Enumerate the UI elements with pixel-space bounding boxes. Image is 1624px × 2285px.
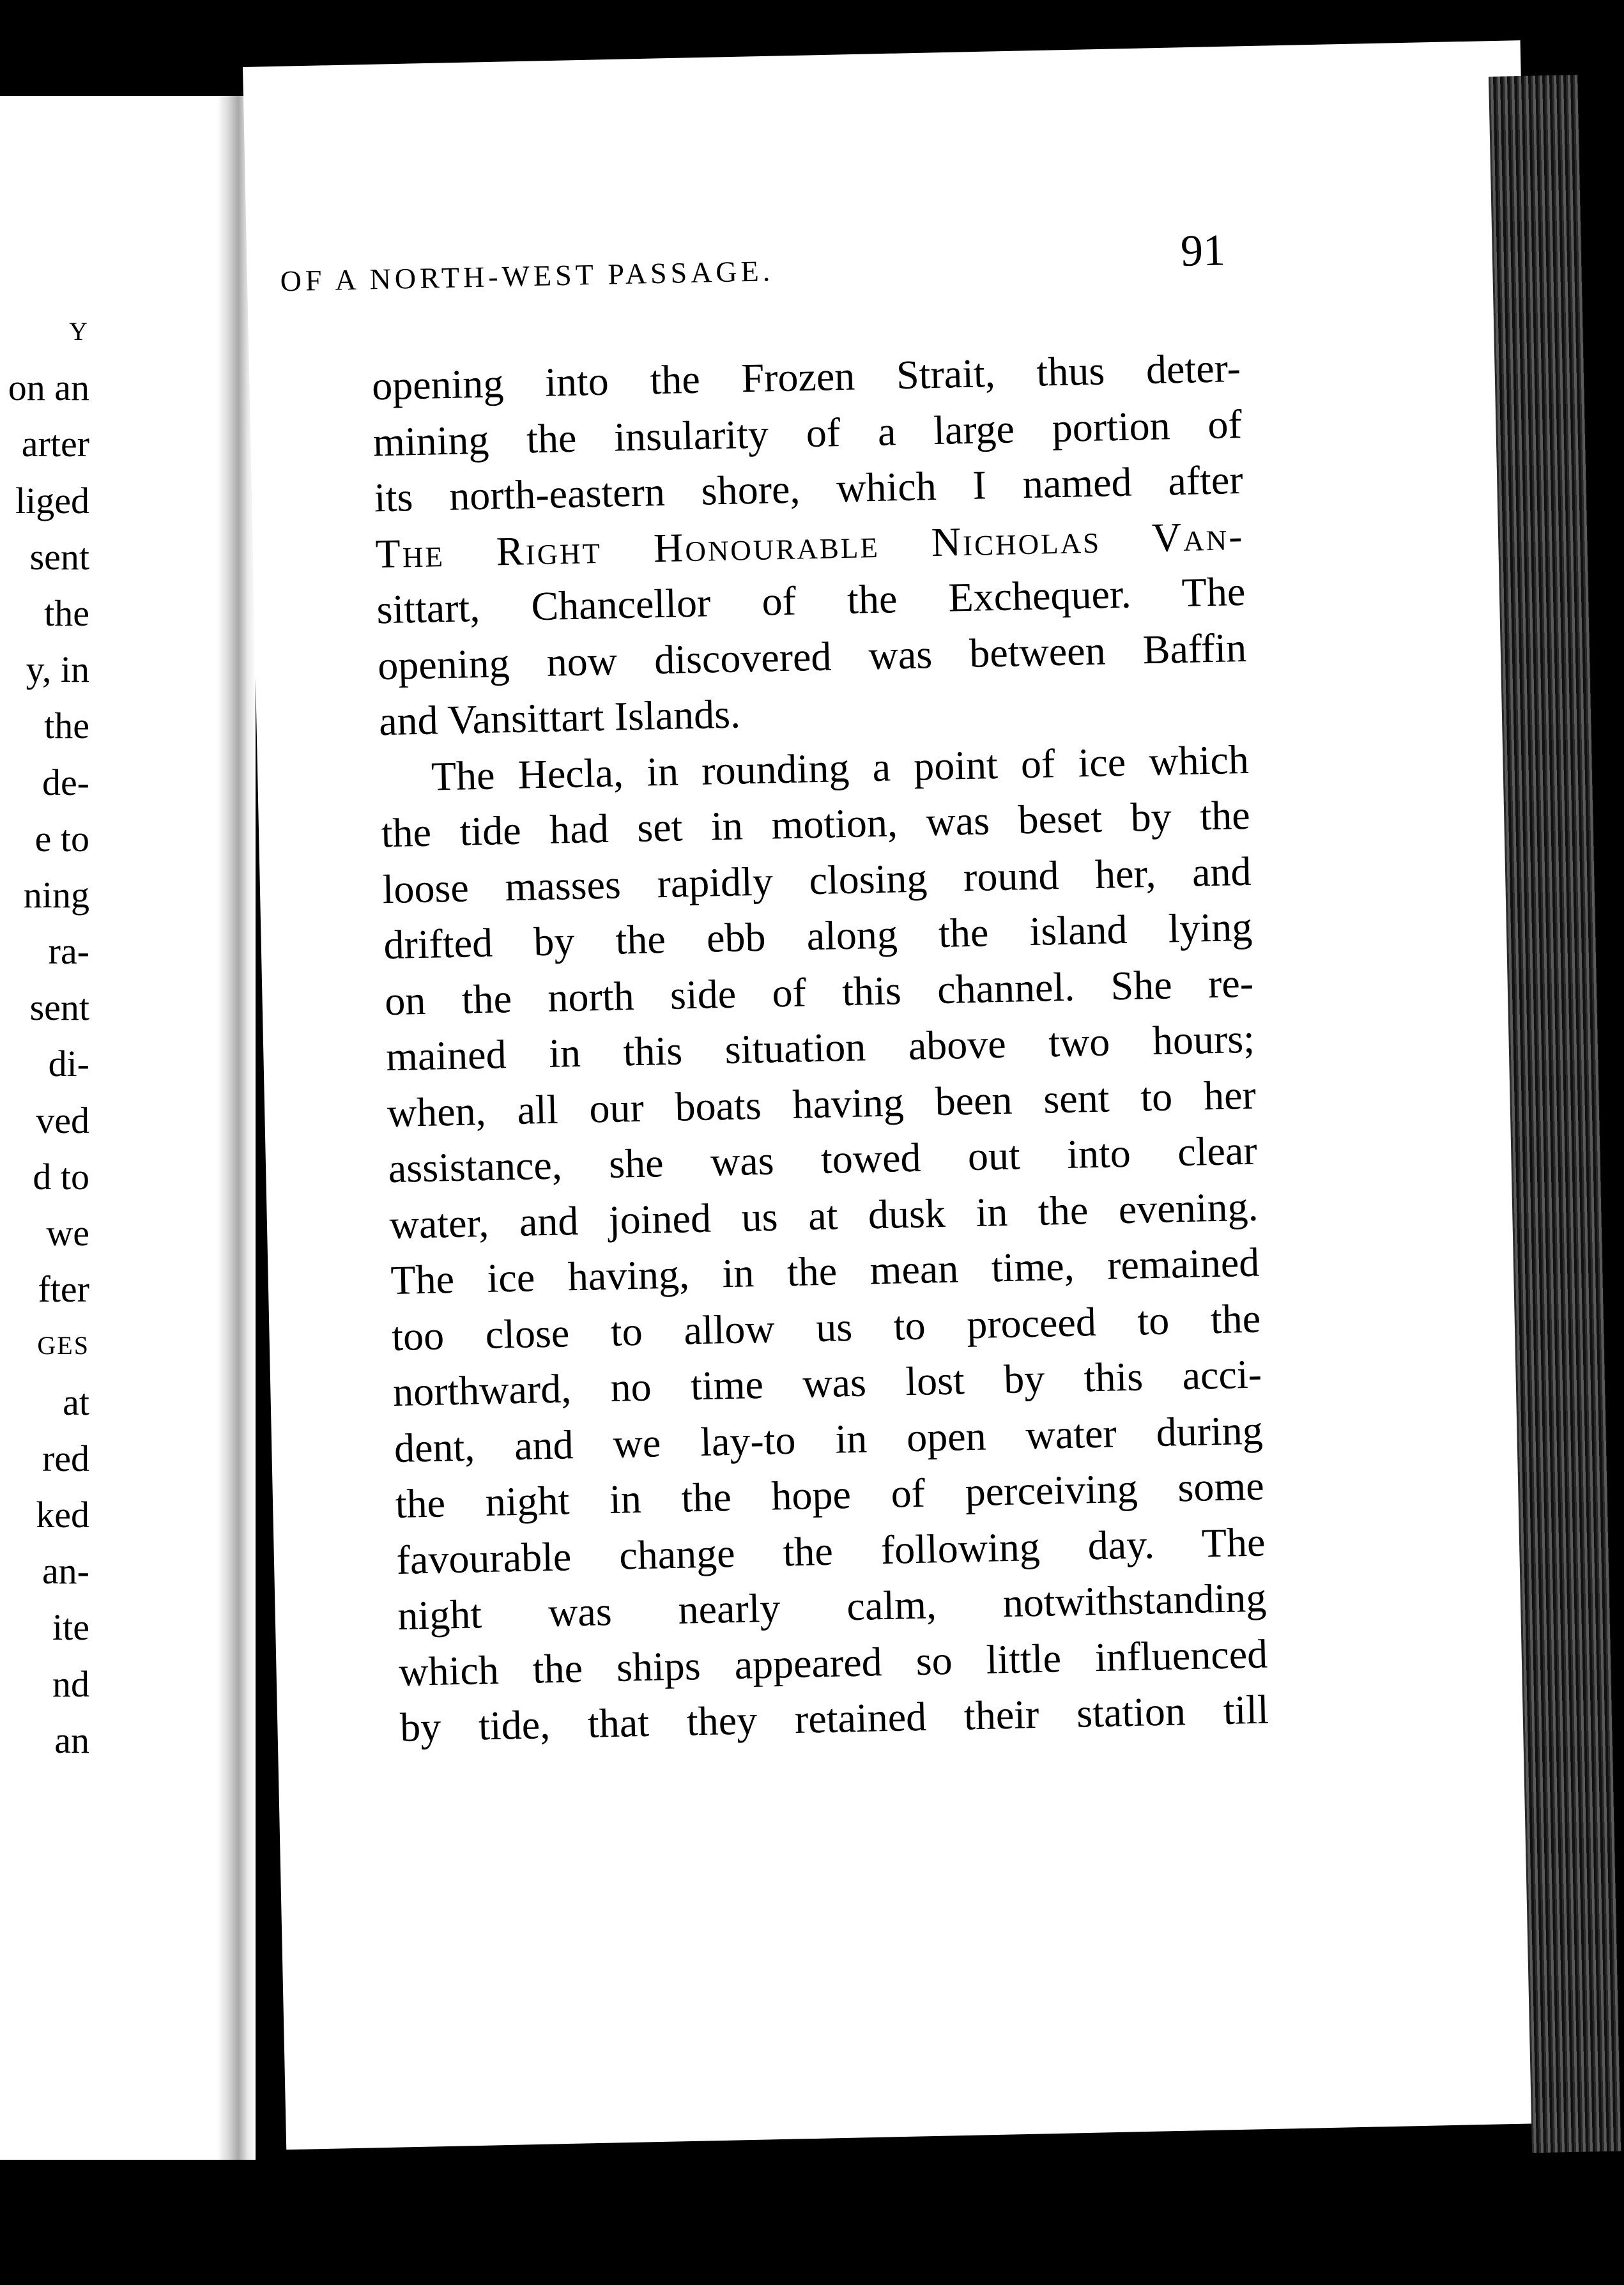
text-line: the tide had set in motion, was beset by the bbox=[381, 792, 1251, 856]
facing-page-line: ra- bbox=[48, 930, 89, 973]
text-line: drifted by the ebb along the island lying bbox=[383, 904, 1253, 968]
text-line: opening now discovered was between Baffin bbox=[377, 624, 1247, 688]
facing-page-line: red bbox=[42, 1437, 89, 1479]
text-line: mining the insularity of a large portion of bbox=[372, 401, 1243, 465]
text-line: when, all our boats having been sent to her bbox=[387, 1072, 1257, 1135]
text-line: on the north side of this channel. She re- bbox=[384, 960, 1254, 1024]
facing-page-line: di- bbox=[48, 1043, 89, 1085]
text-line: mained in this situation above two hours; bbox=[385, 1015, 1255, 1080]
text-line: sittart, Chancellor of the Exchequer. The bbox=[376, 568, 1246, 633]
facing-page-line: liged bbox=[15, 479, 89, 521]
facing-page-line: ite bbox=[52, 1606, 89, 1649]
facing-page-line: sent bbox=[29, 987, 89, 1029]
text-line: its north-eastern shore, which I named after bbox=[374, 456, 1244, 521]
facing-page-line: an- bbox=[42, 1550, 89, 1592]
text-line: northward, no time was lost by this acci- bbox=[392, 1351, 1262, 1415]
facing-page-line: ning bbox=[23, 873, 89, 916]
facing-page-line: y, in bbox=[26, 649, 89, 691]
running-header bbox=[279, 219, 1226, 309]
text-line: too close to allow us to proceed to the bbox=[391, 1295, 1261, 1359]
text-line: opening into the Frozen Strait, thus deter- bbox=[371, 344, 1241, 409]
small-caps-name: The Right Honourable Nicholas Van- bbox=[374, 512, 1245, 576]
facing-page-line: d to bbox=[33, 1155, 89, 1197]
text-line: assistance, she was towed out into clear bbox=[388, 1127, 1258, 1192]
text-line: and Vansittart Islands. bbox=[378, 691, 741, 744]
facing-page-line: ked bbox=[36, 1493, 89, 1535]
facing-page-line: the bbox=[44, 592, 89, 634]
text-line: the night in the hope of perceiving some bbox=[395, 1463, 1265, 1527]
facing-page-line: sent bbox=[29, 535, 89, 578]
text-line: by tide, that they retained their station till bbox=[399, 1686, 1269, 1750]
paragraph-start-line: The Hecla, in rounding a point of ice which bbox=[431, 736, 1250, 799]
text-line: which the ships appeared so little influenced bbox=[398, 1630, 1268, 1695]
text-line: night was nearly calm, notwithstanding bbox=[397, 1574, 1267, 1638]
facing-page-line: on an bbox=[8, 367, 89, 409]
text-line: water, and joined us at dusk in the evening. bbox=[388, 1183, 1259, 1247]
facing-page-line: Y bbox=[69, 317, 89, 346]
text-line: The ice having, in the mean time, remained bbox=[390, 1239, 1260, 1304]
facing-page-line: de- bbox=[42, 761, 89, 803]
facing-page-line: the bbox=[44, 705, 89, 747]
facing-page-line: an bbox=[54, 1719, 89, 1761]
facing-page-line: arter bbox=[21, 423, 89, 465]
text-line: favourable change the following day. The bbox=[395, 1519, 1266, 1583]
facing-page-line: nd bbox=[52, 1663, 89, 1705]
body-text bbox=[371, 340, 1269, 1756]
facing-page-line: GES bbox=[37, 1331, 89, 1360]
running-title: OF A NORTH-WEST PASSAGE. bbox=[280, 254, 774, 298]
facing-page-line: fter bbox=[38, 1268, 89, 1311]
text-line: dent, and we lay-to in open water during bbox=[394, 1407, 1264, 1471]
facing-page-line: we bbox=[46, 1212, 89, 1254]
text-line: loose masses rapidly closing round her, and bbox=[381, 848, 1252, 912]
facing-page-line: at bbox=[63, 1381, 89, 1423]
page-number: 91 bbox=[1180, 226, 1226, 276]
facing-page-line: e to bbox=[34, 817, 89, 859]
facing-page-line: ved bbox=[36, 1099, 89, 1141]
